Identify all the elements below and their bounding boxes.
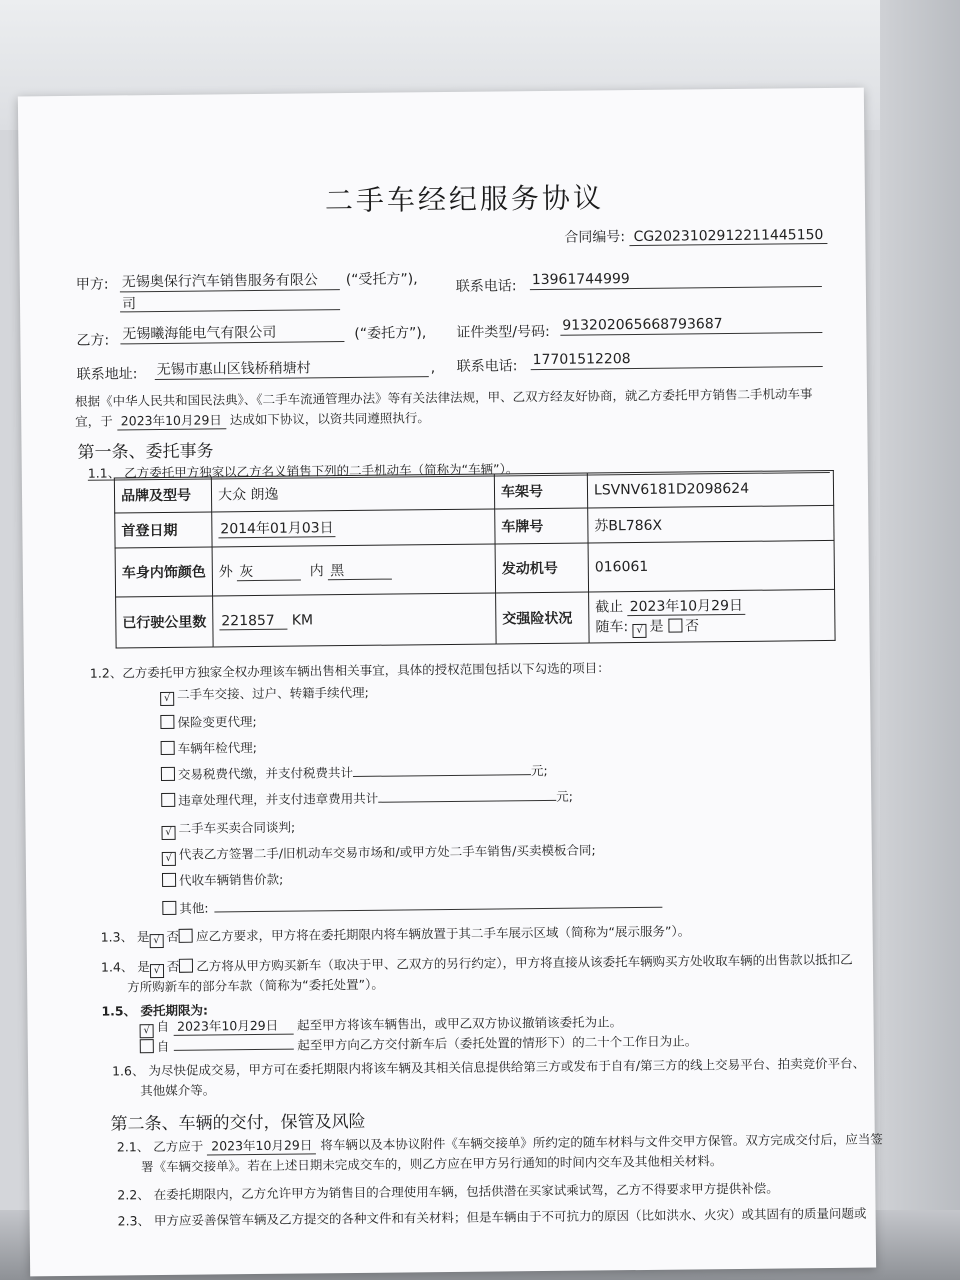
interior-label: 内 bbox=[309, 563, 324, 580]
clause-2-1-text: 将车辆以及本协议附件《车辆交接单》所约定的随车材料与文件交甲方保管。双方完成交付后，应当签 bbox=[320, 1131, 883, 1153]
party-b-id-label: 证件类型/号码: bbox=[456, 323, 550, 341]
scope-checkbox[interactable] bbox=[162, 901, 176, 915]
term-option-2-checkbox[interactable] bbox=[140, 1039, 154, 1053]
party-b-phone: 17701512208 bbox=[531, 348, 823, 370]
article-2-heading: 第二条、车辆的交付，保管及风险 bbox=[110, 1111, 366, 1135]
delivery-date: 2023年10月29日 bbox=[207, 1137, 316, 1155]
contract-number-value: CG2023102912211445150 bbox=[629, 227, 827, 246]
scope-item-label: 交易税费代缴，并支付税费共计 bbox=[177, 764, 354, 782]
scope-item bbox=[160, 712, 256, 731]
clause-2-1-prefix: 2.1、 乙方应于 bbox=[116, 1138, 204, 1155]
first-registration-cell bbox=[212, 509, 495, 547]
scope-item bbox=[161, 787, 573, 809]
scope-item-label: 二手车交接、过户、转籍手续代理; bbox=[177, 684, 369, 702]
insurance-yes-checkbox[interactable]: √ bbox=[633, 624, 647, 638]
insurance-with-car bbox=[595, 614, 828, 638]
vin-value: LSVNV6181D2098624 bbox=[587, 470, 833, 508]
exterior-label: 外 bbox=[218, 564, 233, 581]
party-a-name-cont: 司 bbox=[121, 296, 137, 313]
insurance-no-checkbox[interactable] bbox=[668, 619, 682, 633]
violation-amount-blank[interactable] bbox=[378, 800, 556, 803]
insurance-with-label: 随车: bbox=[595, 619, 629, 636]
mileage-unit: KM bbox=[291, 611, 314, 629]
party-a-label: 甲方: bbox=[75, 276, 109, 293]
preamble-suffix: 达成如下协议，以资共同遵照执行。 bbox=[229, 410, 430, 428]
tax-amount-blank[interactable] bbox=[353, 774, 531, 777]
first-registration-value: 2014年01月03日 bbox=[218, 520, 335, 538]
clause-1-2: 1.2、乙方委托甲方独家全权办理该车辆出售相关事宜，具体的授权范围包括以下勾选的项目： bbox=[89, 660, 610, 681]
scope-checkbox[interactable]: √ bbox=[162, 852, 176, 866]
scope-checkbox[interactable]: √ bbox=[160, 692, 174, 706]
insurance-until-date: 2023年10月29日 bbox=[628, 598, 745, 616]
scope-item bbox=[162, 894, 662, 917]
clause-1-4-cont: 方所购新车的部分车款（简称为“委托处置”）。 bbox=[127, 976, 384, 995]
brand-value: 大众 朗逸 bbox=[211, 474, 494, 512]
clause-2-1 bbox=[117, 1129, 883, 1156]
term-option-1-from: 自 bbox=[156, 1018, 170, 1035]
party-b-role: (“委托方”), bbox=[354, 325, 427, 342]
clause-1-1: 1.1、 乙方委托甲方独家以乙方名义销售下列的二手机动车（简称为“车辆”）。 bbox=[87, 461, 519, 481]
exterior-color: 灰 bbox=[237, 564, 301, 582]
term-option-2-text: 起至甲方向乙方交付新车后（委托处置的情形下）的二十个工作日为止。 bbox=[297, 1033, 698, 1053]
first-registration-label: 首登日期 bbox=[115, 512, 212, 548]
plate-label: 车牌号 bbox=[495, 508, 588, 544]
insurance-cell bbox=[589, 589, 836, 643]
clause-1-3-yes-label: 1.3、 是 bbox=[100, 929, 150, 945]
desk-background-right bbox=[880, 0, 960, 1280]
contract-number-label: 合同编号: bbox=[564, 229, 626, 246]
scope-item bbox=[161, 761, 548, 783]
violation-unit: 元; bbox=[556, 788, 574, 804]
scope-checkbox[interactable] bbox=[161, 793, 175, 807]
mileage-label: 已行驶公里数 bbox=[116, 596, 214, 648]
engine-value: 016061 bbox=[588, 540, 834, 592]
party-a-name: 无锡奥保行汽车销售服务有限公 bbox=[121, 272, 318, 291]
interior-color: 黑 bbox=[328, 563, 392, 581]
clause-1-4-no-label: 否 bbox=[166, 958, 180, 974]
clause-1-3-no-label: 否 bbox=[166, 928, 180, 944]
party-a-name-underline-2 bbox=[120, 309, 340, 312]
clause-1-4-text: 乙方将从甲方购买新车（取决于甲、乙双方的另行约定），甲方将直接从该委托车辆购买方处收取车辆的出售款以抵扣乙 bbox=[196, 951, 853, 974]
scope-item bbox=[160, 683, 369, 706]
party-b-address-label: 联系地址: bbox=[76, 366, 138, 383]
tax-unit: 元; bbox=[530, 762, 548, 779]
insurance-until bbox=[595, 594, 828, 616]
party-b-name: 无锡曦海能电气有限公司 bbox=[120, 323, 344, 344]
party-b-address-end: , bbox=[430, 360, 436, 377]
insurance-until-label: 截止 bbox=[595, 599, 624, 616]
clause-1-4 bbox=[101, 950, 853, 979]
insurance-label: 交强险状况 bbox=[496, 592, 590, 644]
party-a-phone-label: 联系电话: bbox=[455, 278, 517, 295]
clause-1-4-yes-checkbox[interactable]: √ bbox=[150, 964, 164, 978]
preamble-line-1: 根据《中华人民共和国民法典》、《二手车流通管理办法》等有关法律法规，甲、乙双方经友好协商，就乙方委托甲方销售二手机动车事 bbox=[74, 386, 813, 409]
color-cell bbox=[212, 544, 495, 596]
party-a-role: (“受托方”), bbox=[345, 271, 418, 289]
contract-number bbox=[564, 224, 827, 247]
scope-checkbox[interactable] bbox=[162, 873, 176, 887]
term-start-date: 2023年10月29日 bbox=[173, 1018, 293, 1036]
scope-item-label: 代收车辆销售价款; bbox=[178, 871, 284, 888]
article-1-heading: 第一条、委托事务 bbox=[77, 441, 214, 463]
brand-label: 品牌及型号 bbox=[114, 477, 211, 513]
party-b-address: 无锡市惠山区钱桥稍塘村 bbox=[155, 358, 429, 380]
color-label: 车身内饰颜色 bbox=[115, 547, 213, 597]
clause-1-3 bbox=[101, 921, 691, 948]
term-option-2-from: 自 bbox=[156, 1038, 170, 1055]
other-blank[interactable] bbox=[215, 907, 663, 913]
vehicle-info-table bbox=[114, 470, 836, 649]
party-a-phone: 13961744999 bbox=[530, 268, 822, 290]
party-b-phone-label: 联系电话: bbox=[456, 358, 518, 375]
clause-1-3-text: 应乙方要求，甲方将在委托期限内将车辆放置于其二手车展示区域（简称为“展示服务”）。 bbox=[195, 923, 691, 944]
party-b-id: 913202065668793687 bbox=[560, 314, 822, 336]
scope-item bbox=[162, 840, 596, 866]
scope-item-label: 其他: bbox=[179, 900, 209, 916]
term-option-1-checkbox[interactable]: √ bbox=[140, 1024, 154, 1038]
scope-item-label: 车辆年检代理; bbox=[177, 739, 257, 756]
scope-item-label: 保险变更代理; bbox=[177, 713, 257, 730]
document-title: 二手车经纪服务协议 bbox=[324, 181, 605, 218]
engine-label: 发动机号 bbox=[495, 543, 589, 593]
scope-item-label: 二手车买卖合同谈判; bbox=[178, 819, 296, 836]
contract-page bbox=[18, 88, 883, 1277]
mileage-value: 221857 bbox=[219, 612, 287, 630]
term-option-1-text: 起至甲方将该车辆售出，或甲乙双方协议撤销该委托为止。 bbox=[296, 1014, 623, 1033]
vin-label: 车架号 bbox=[494, 473, 587, 509]
preamble-line-2 bbox=[75, 408, 430, 431]
term-option-2-blank[interactable] bbox=[173, 1049, 293, 1051]
clause-2-3: 2.3、 甲方应妥善保管车辆及乙方提交的各种文件和有关材料；但是车辆由于不可抗力的原因（比如洪水、火灾）或其固有的质量问题或 bbox=[117, 1205, 867, 1229]
scope-item bbox=[161, 818, 295, 840]
clause-1-6: 1.6、 为尽快促成交易，甲方可在委托期限内将该车辆及其相关信息提供给第三方或发布于自有/第三方的线上交易平台、拍卖竞价平台、 bbox=[111, 1055, 866, 1079]
clause-1-4-no-checkbox[interactable] bbox=[179, 959, 193, 973]
clause-2-2: 2.2、 在委托期限内，乙方允许甲方为销售目的合理使用车辆，包括供潜在买家试乘试驾，乙方不得要求甲方提供补偿。 bbox=[117, 1180, 779, 1203]
agreement-date: 2023年10月29日 bbox=[117, 412, 226, 430]
insurance-yes-label: 是 bbox=[649, 618, 664, 635]
scope-checkbox[interactable] bbox=[160, 715, 174, 729]
clause-1-3-no-checkbox[interactable] bbox=[179, 929, 193, 943]
clause-1-4-yes-label: 1.4、 是 bbox=[100, 959, 150, 975]
party-b-label: 乙方: bbox=[76, 332, 110, 349]
scope-checkbox[interactable] bbox=[161, 767, 175, 781]
plate-value: 苏BL786X bbox=[588, 505, 834, 543]
scope-checkbox[interactable]: √ bbox=[161, 826, 175, 840]
scope-item bbox=[161, 738, 257, 757]
clause-1-5-label: 1.5、 委托期限为: bbox=[101, 1002, 209, 1019]
scope-item bbox=[162, 870, 283, 889]
scope-item-label: 违章处理代理，并支付违章费用共计 bbox=[178, 790, 379, 808]
clause-1-6-cont: 其他媒介等。 bbox=[140, 1082, 216, 1099]
clause-1-3-yes-checkbox[interactable]: √ bbox=[149, 934, 163, 948]
scope-checkbox[interactable] bbox=[161, 741, 175, 755]
insurance-no-label: 否 bbox=[684, 618, 700, 635]
clause-2-1-cont: 署《车辆交接单》。若在上述日期未完成交车的，则乙方应在甲方另行通知的时间内交车及其他相关材料。 bbox=[140, 1153, 723, 1175]
preamble-prefix: 宜，于 bbox=[75, 413, 113, 429]
scope-item-label: 代表乙方签署二手/旧机动车交易市场和/或甲方处二手车销售/买卖模板合同; bbox=[178, 842, 596, 862]
mileage-cell bbox=[213, 593, 497, 647]
